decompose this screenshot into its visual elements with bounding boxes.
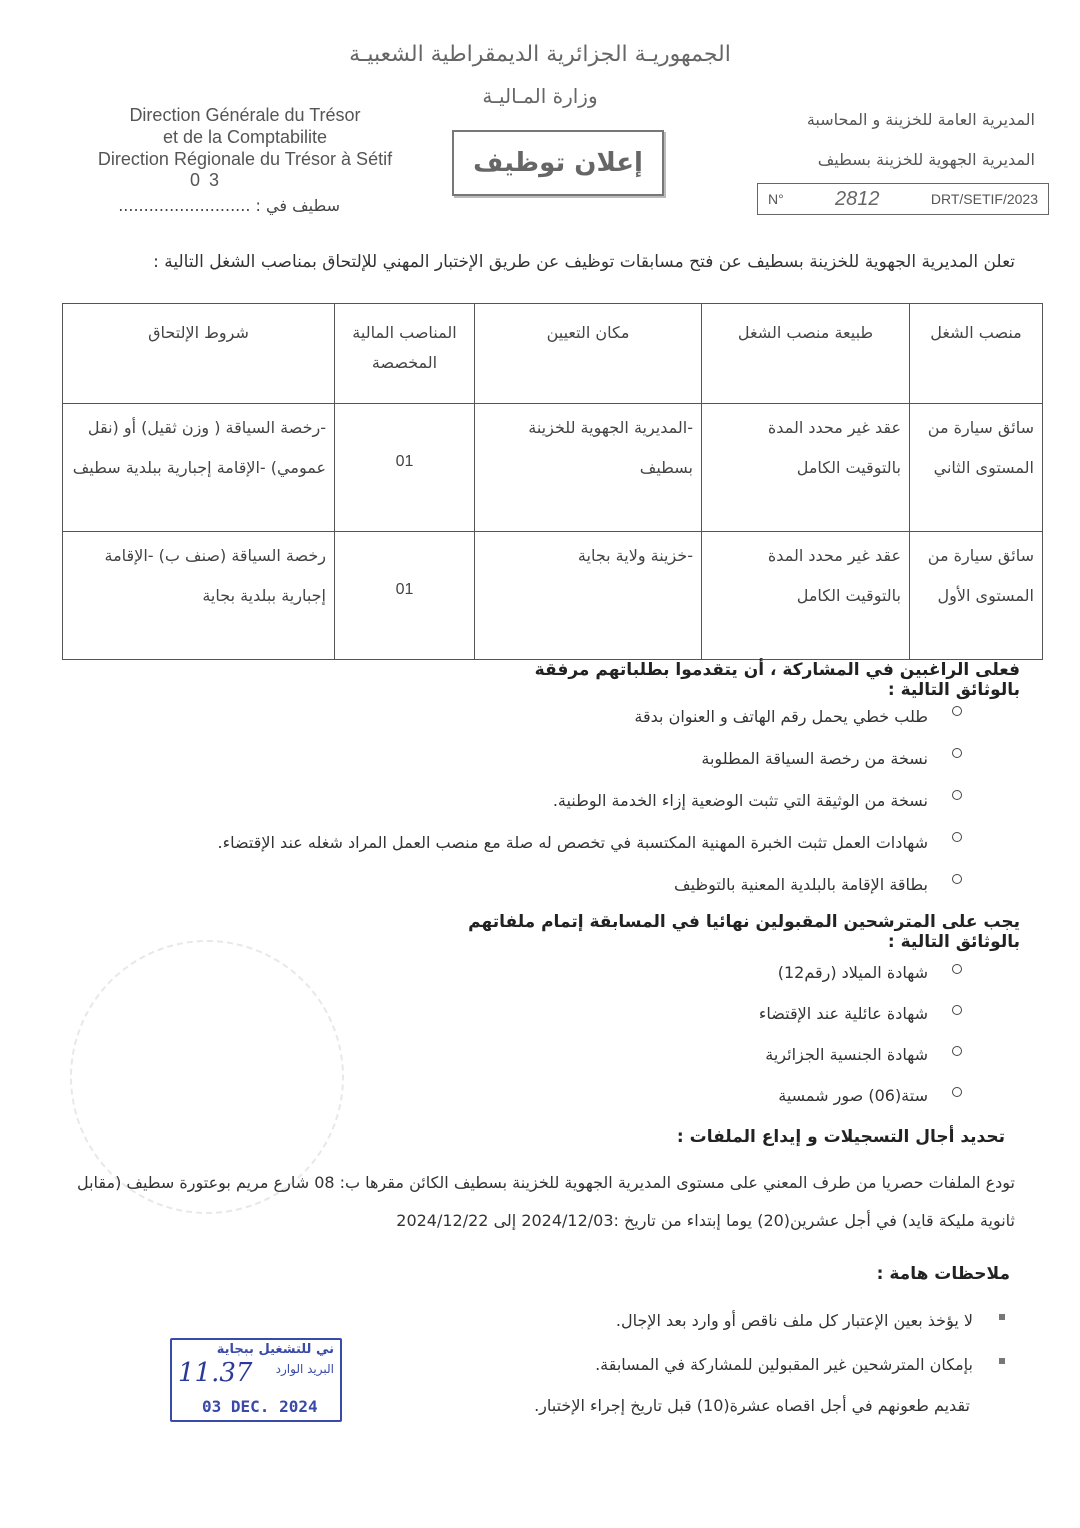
table-row bbox=[63, 532, 1043, 660]
cell-location: -خزينة ولاية بجاية bbox=[475, 532, 702, 660]
cell-nature: عقد غير محدد المدة بالتوقيت الكامل bbox=[702, 532, 910, 660]
stamp-handwritten-number: 11.37 bbox=[178, 1358, 253, 1388]
list-item-text: لا يؤخذ بعين الإعتبار كل ملف ناقص أو وارد بعد الإجال. bbox=[615, 1311, 973, 1330]
square-bullet-icon bbox=[999, 1314, 1005, 1320]
fr-line-1: Direction Générale du Trésor bbox=[129, 105, 361, 125]
important-notes-title: ملاحظات هامة : bbox=[876, 1264, 1010, 1284]
received-stamp bbox=[170, 1338, 342, 1422]
header-nature: طبيعة منصب الشغل bbox=[702, 304, 910, 404]
cell-conditions: -رخصة السياقة ( وزن ثقيل) أو (نقل عمومي) -الإقامة إجبارية ببلدية سطيف bbox=[63, 404, 335, 532]
ar-admin-line-2: المديرية الجهوية للخزينة بسطيف bbox=[817, 150, 1035, 169]
final-documents-list bbox=[600, 958, 962, 1122]
cell-location: -المديرية الجهوية للخزينة بسطيف bbox=[475, 404, 702, 532]
intro-paragraph: تعلن المديرية الجهوية للخزينة بسطيف عن فتح مسابقات توظيف عن طريق الإختبار المهني للإلتحاق بمناصب الشغل التالية : bbox=[153, 252, 1015, 272]
bullet-icon bbox=[952, 874, 962, 884]
list-item-text: ستة(06) صور شمسية bbox=[778, 1086, 928, 1105]
reference-number-box bbox=[757, 183, 1049, 215]
republic-title: الجمهوريـة الجزائرية الديمقراطية الشعبيـة bbox=[349, 42, 731, 67]
list-item-text: نسخة من الوثيقة التي تثبت الوضعية إزاء الخدمة الوطنية. bbox=[552, 791, 928, 810]
bullet-icon bbox=[952, 964, 962, 974]
ref-prefix: N° bbox=[768, 191, 784, 207]
table-row bbox=[63, 404, 1043, 532]
list-item-text: بطاقة الإقامة بالبلدية المعنية بالتوظيف bbox=[674, 875, 928, 894]
deadlines-title: تحديد أجال التسجيلات و إيداع الملفات : bbox=[676, 1127, 1005, 1147]
bullet-icon bbox=[952, 706, 962, 716]
fr-line-2: et de la Comptabilite bbox=[162, 127, 328, 147]
place-date: سطيف في : .......................... bbox=[118, 196, 340, 215]
cell-position: سائق سيارة من المستوى الثاني bbox=[910, 404, 1043, 532]
stamp-date: 03 DEC. 2024 bbox=[202, 1397, 318, 1416]
header-conditions: شروط الإلتحاق bbox=[63, 304, 335, 404]
stamp-line-1: ني للتشغيل ببجاية bbox=[216, 1342, 334, 1357]
list-item bbox=[100, 826, 962, 868]
arabic-admin-header bbox=[735, 100, 1035, 180]
ministry-name: وزارة المـاليـة bbox=[482, 84, 598, 108]
list-item bbox=[600, 1081, 962, 1122]
list-item-text: شهادة الجنسية الجزائرية bbox=[765, 1045, 928, 1064]
list-item-text: شهادة الميلاد (رقم12) bbox=[777, 963, 928, 982]
header-location: مكان التعيين bbox=[475, 304, 702, 404]
stamp-line-2: البريد الوارد bbox=[275, 1362, 334, 1376]
list-item bbox=[600, 958, 962, 999]
document-title: إعلان توظيف bbox=[452, 130, 664, 196]
fr-number: 0 3 bbox=[190, 170, 222, 190]
ref-handwritten: 2812 bbox=[835, 187, 880, 210]
bullet-icon bbox=[952, 1005, 962, 1015]
list-item-text: شهادات العمل تثبت الخبرة المهنية المكتسبة في تخصص له صلة مع منصب العمل المراد شغله عند الإقتضاء. bbox=[217, 833, 928, 852]
bullet-icon bbox=[952, 1087, 962, 1097]
list-item-text: طلب خطي يحمل رقم الهاتف و العنوان بدقة bbox=[634, 707, 928, 726]
cell-nature: عقد غير محدد المدة بالتوقيت الكامل bbox=[702, 404, 910, 532]
header-position: منصب الشغل bbox=[910, 304, 1043, 404]
list-item-text: شهادة عائلية عند الإقتضاء bbox=[758, 1004, 928, 1023]
list-item bbox=[100, 742, 962, 784]
list-item bbox=[100, 868, 962, 910]
table-header-row bbox=[63, 304, 1043, 404]
cell-position: سائق سيارة من المستوى الأول bbox=[910, 532, 1043, 660]
list-item bbox=[400, 1306, 1007, 1350]
ar-admin-line-1: المديرية العامة للخزينة و المحاسبة bbox=[806, 110, 1035, 129]
required-documents-list bbox=[100, 700, 962, 910]
list-item bbox=[100, 784, 962, 826]
final-documents-title: يجب على المترشحين المقبولين نهائيا في المسابقة إتمام ملفاتهم بالوثائق التالية : bbox=[468, 912, 1020, 952]
list-item bbox=[400, 1350, 1007, 1394]
appeal-note: تقديم طعونهم في أجل اقصاه عشرة(10) قبل تاريخ إجراء الإختبار. bbox=[534, 1396, 970, 1415]
bullet-icon bbox=[952, 748, 962, 758]
bullet-icon bbox=[952, 832, 962, 842]
cell-posts: 01 bbox=[335, 404, 475, 532]
french-header bbox=[55, 104, 435, 170]
square-bullet-icon bbox=[999, 1358, 1005, 1364]
positions-table bbox=[62, 303, 1043, 660]
cell-conditions: رخصة السياقة (صنف ب) -الإقامة إجبارية ببلدية بجاية bbox=[63, 532, 335, 660]
cell-posts: 01 bbox=[335, 532, 475, 660]
ref-suffix: DRT/SETIF/2023 bbox=[930, 191, 1038, 207]
header-posts: المناصب المالية المخصصة bbox=[335, 304, 475, 404]
list-item-text: بإمكان المترشحين غير المقبولين للمشاركة في المسابقة. bbox=[595, 1355, 973, 1374]
required-documents-title: فعلى الراغبين في المشاركة ، أن يتقدموا بطلباتهم مرفقة بالوثائق التالية : bbox=[534, 660, 1020, 700]
fr-line-3: Direction Régionale du Trésor à Sétif bbox=[97, 149, 393, 169]
list-item bbox=[100, 700, 962, 742]
deadlines-paragraph: تودع الملفات حصريا من طرف المعني على مستوى المديرية الجهوية للخزينة بسطيف الكائن مقرها ب: 08 شارع مريم بوعتورة سطيف (مقابل ثانوية مليكة قايد) في أجل عشرين(20) يوما إبتداء من تاريخ :2024/12/03 إلى 2024/12/22 bbox=[76, 1173, 1015, 1230]
important-notes-list bbox=[400, 1306, 1007, 1394]
list-item bbox=[600, 1040, 962, 1081]
list-item bbox=[600, 999, 962, 1040]
bullet-icon bbox=[952, 1046, 962, 1056]
bullet-icon bbox=[952, 790, 962, 800]
list-item-text: نسخة من رخصة السياقة المطلوبة bbox=[701, 749, 928, 768]
